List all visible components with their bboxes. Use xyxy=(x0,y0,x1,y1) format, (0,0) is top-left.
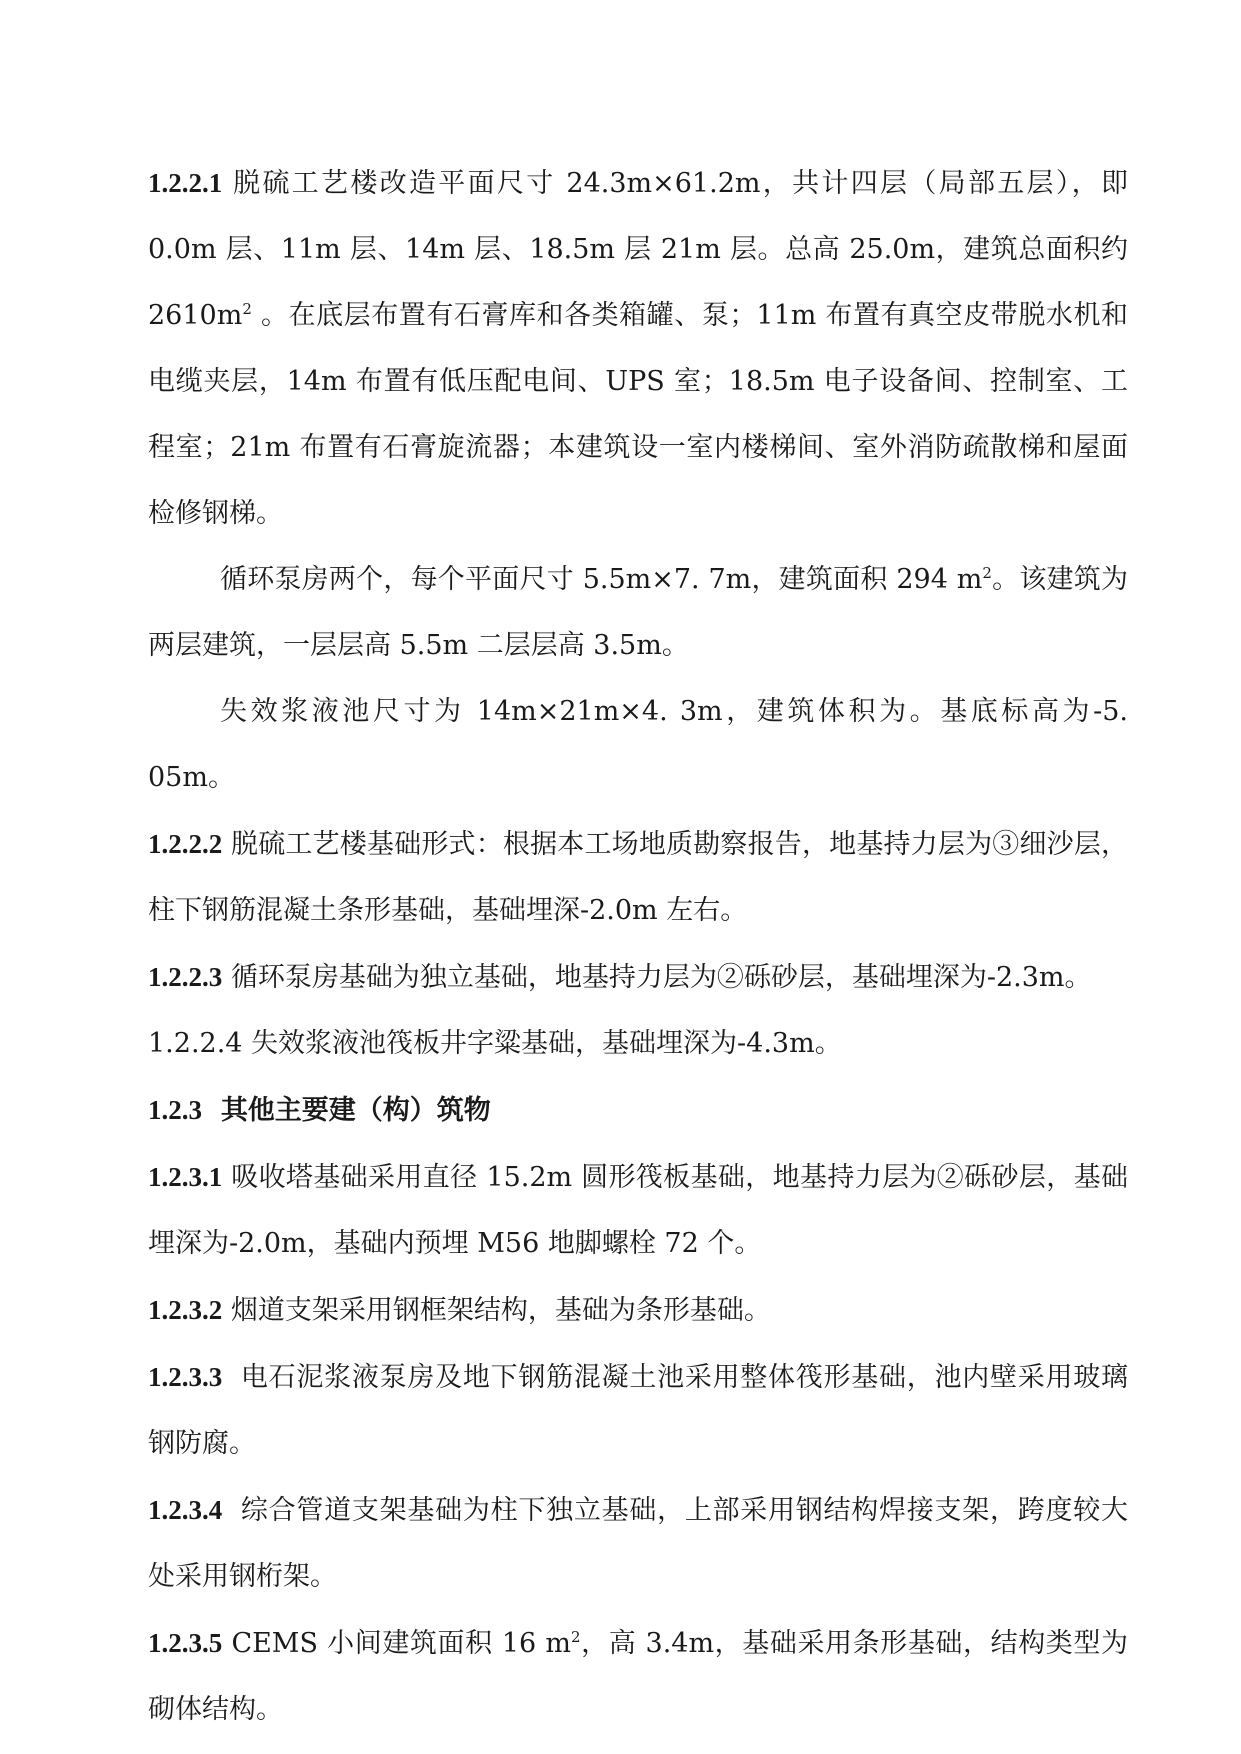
paragraph-1-2-3-2 xyxy=(148,1277,1128,1344)
paragraph-1-2-2-1 xyxy=(148,150,1128,547)
section-heading-text: 其他主要建（构）筑物 xyxy=(220,1095,491,1126)
paragraph-text: 脱硫工艺楼改造平面尺寸 24.3m×61.2m，共计四层（局部五层），即0.0m 层、11m 层、14m 层、18.5m 层 21m 层。总高 25.0m，建筑总面积约 2610m xyxy=(148,168,1128,331)
section-number: 1.2.3.2 xyxy=(148,1295,223,1325)
section-number: 1.2.2.3 xyxy=(148,962,223,992)
superscript: 2 xyxy=(982,564,992,582)
document-page xyxy=(148,150,1128,1743)
superscript: 2 xyxy=(242,300,252,318)
section-number: 1.2.3.4 xyxy=(148,1495,223,1525)
paragraph-text: 脱硫工艺楼基础形式：根据本工场地质勘察报告，地基持力层为③细沙层，柱下钢筋混凝土条形基础，基础埋深-2.0m 左右。 xyxy=(148,829,1128,926)
paragraph-text: 1.2.2.4 失效浆液池筏板井字粱基础，基础埋深为-4.3m。 xyxy=(148,1028,842,1059)
paragraph-1-2-2-4 xyxy=(148,1011,1128,1077)
section-number: 1.2.3 xyxy=(148,1095,202,1125)
paragraph-1-2-3-5 xyxy=(148,1610,1128,1743)
paragraph-1-2-3-4 xyxy=(148,1477,1128,1610)
paragraph-text: CEMS 小间建筑面积 16 m xyxy=(231,1628,572,1659)
paragraph-text: 电石泥浆液泵房及地下钢筋混凝土池采用整体筏形基础，池内壁采用玻璃钢防腐。 xyxy=(148,1362,1128,1459)
section-number: 1.2.3.5 xyxy=(148,1628,223,1658)
paragraph-text-tail: ，高 3.4m，基础采用条形基础，结构类型为砌体结构。 xyxy=(148,1628,1128,1725)
paragraph-text: 吸收塔基础采用直径 15.2m 圆形筏板基础，地基持力层为②砾砂层，基础埋深为-2.0m，基础内预埋 M56 地脚螺栓 72 个。 xyxy=(148,1162,1128,1259)
section-number: 1.2.2.2 xyxy=(148,829,223,859)
section-number: 1.2.3.1 xyxy=(148,1162,223,1192)
section-number: 1.2.3.3 xyxy=(148,1362,223,1392)
paragraph-1-2-3-3 xyxy=(148,1344,1128,1477)
section-number: 1.2.2.1 xyxy=(148,168,223,198)
paragraph-text-tail: 。在底层布置有石膏库和各类箱罐、泵；11m 布置有真空皮带脱水机和电缆夹层，14m 布置有低压配电间、UPS 室；18.5m 电子设备间、控制室、工程室；21m 布置有石膏旋流器；本建筑设一室内楼梯间、室外消防疏散梯和屋面检修钢梯。 xyxy=(148,300,1128,529)
section-heading-1-2-3 xyxy=(148,1077,1128,1144)
paragraph-pump-house xyxy=(148,547,1128,679)
paragraph-slurry-pool xyxy=(148,679,1128,811)
paragraph-text: 循环泵房基础为独立基础，地基持力层为②砾砂层，基础埋深为-2.3m。 xyxy=(230,962,1092,993)
paragraph-text: 烟道支架采用钢框架结构，基础为条形基础。 xyxy=(230,1295,771,1326)
paragraph-1-2-2-2 xyxy=(148,811,1128,944)
paragraph-1-2-3-1 xyxy=(148,1144,1128,1277)
paragraph-text: 失效浆液池尺寸为 14m×21m×4. 3m，建筑体积为。基底标高为-5. 05m。 xyxy=(148,696,1128,793)
superscript: 2 xyxy=(571,1628,581,1646)
paragraph-text: 循环泵房两个，每个平面尺寸 5.5m×7. 7m，建筑面积 294 m xyxy=(220,564,983,595)
paragraph-text: 综合管道支架基础为柱下独立基础，上部采用钢结构焊接支架，跨度较大处采用钢桁架。 xyxy=(148,1495,1128,1592)
paragraph-text-tail: 。该建筑为两层建筑，一层层高 5.5m 二层层高 3.5m。 xyxy=(148,564,1128,661)
paragraph-1-2-2-3 xyxy=(148,944,1128,1011)
